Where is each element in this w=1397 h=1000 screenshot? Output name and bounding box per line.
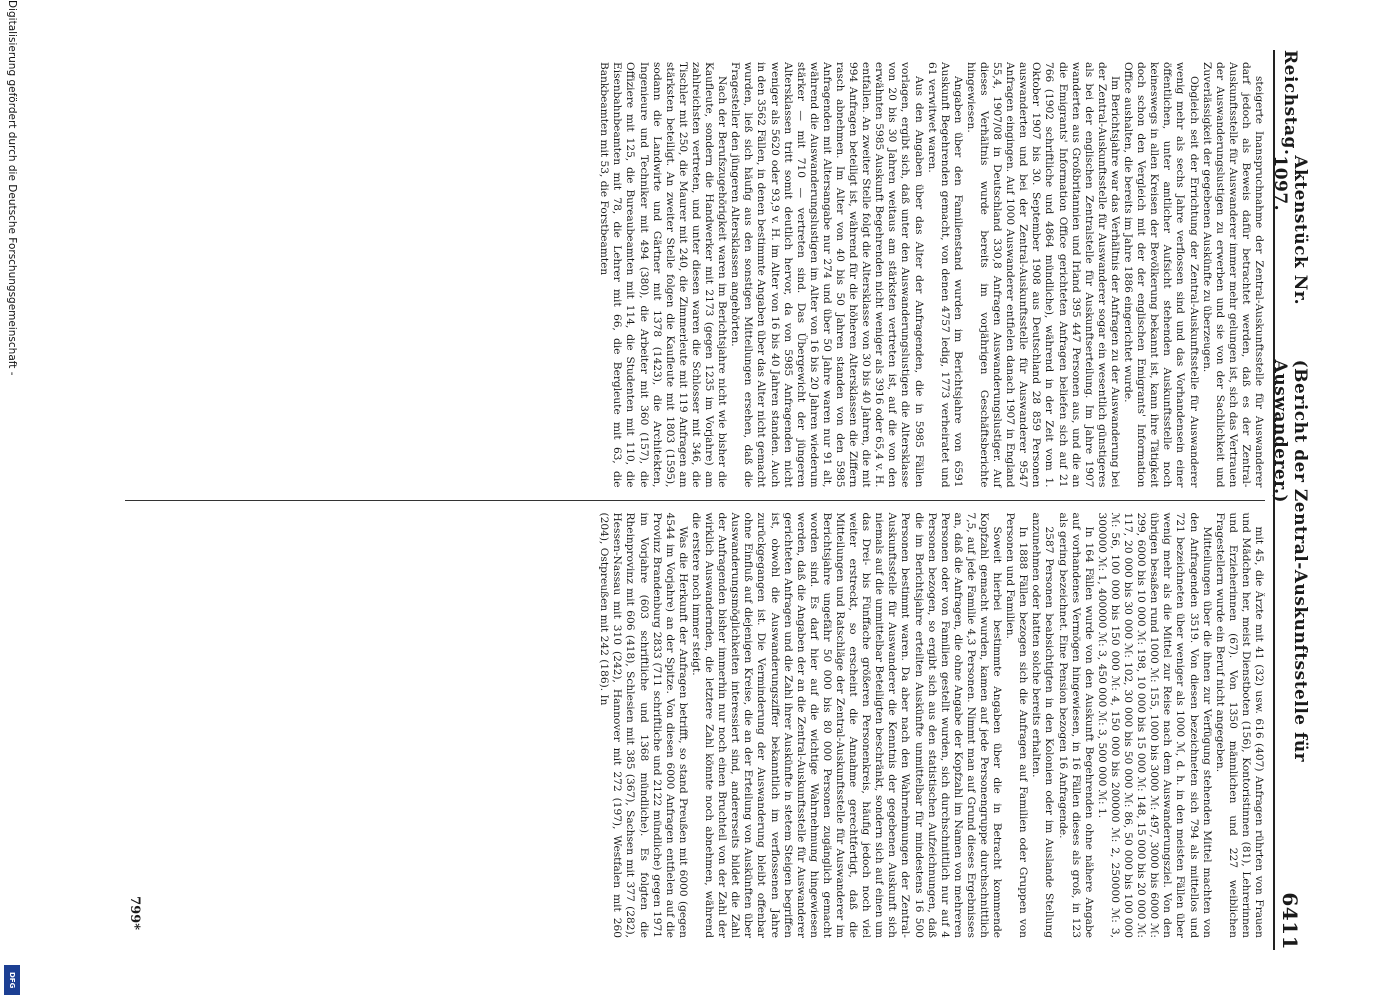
paragraph: Aus den Angaben über das Alter der Anfragenden, die in 5985 Fällen vorlagen, ergibt sich, daß unter den Auswanderungslustigen die Altersklasse von 20 bis 30 Jahren weitaus am stärksten vertreten ist, auf die von den erwähnten 5985 Auskunft Begehrenden nicht weniger als 3916 oder 65,4 v. H. entfallen. An zweiter Stelle folgt die Altersklasse von 30 bis 40 Jahren, die mit 994 Anfragen beteiligt ist, während für die höheren Altersklassen die Ziffern rasch abnehmen. Im Alter von 40 bis 50 Jahren standen von den 5985 Anfragenden mit Altersangabe nur 274 und über 50 Jahre waren nur 91 alt, während die Auswanderungslustigen im Alter von 16 bis 20 Jahren wiederum stärker — mit 710 — vertreten sind. Das Übergewicht der jüngeren Altersklassen tritt somit deutlich hervor, da von 5985 Anfragenden nicht weniger als 5620 oder 93,9 v. H. im Alter von 16 bis 40 Jahren standen. Auch in den 3562 Fällen, in denen bestimmte Angaben über das Alter nicht gemacht wurden, ließ sich häufig aus den sonstigen Mitteilungen ersehen, daß die Fragesteller den jüngeren Altersklassen angehörten. (729, 62, 925, 488)
text-columns (125, 50, 1265, 950)
header-document-number: Aktenstück Nr. 1097. (1270, 155, 1310, 306)
paragraph: mit 45, die Ärzte mit 41 (32) usw. 616 (407) Anfragen rührten von Frauen und Mädchen her, meist Dienstboten (156), Kontoristinnen (81), Lehrerinnen und Erzieherinnen (67). Von 1350 männlichen und 227 weiblichen Fragestellern wurde ein Beruf nicht angegeben. (1213, 512, 1265, 938)
right-column (125, 501, 1265, 951)
paragraph: steigerte Inanspruchnahme der Zentral-Auskunftsstelle für Auswanderer darf jedoch als Beweis dafür betrachtet werden, daß es der Zentral-Auskunftsstelle für Auswanderer immer mehr gelungen ist, sich das Vertrauen der Auswanderungslustigen zu erwerben und sie von der Sachlichkeit und Zuverlässigkeit der gegebenen Auskünfte zu überzeugen. (1200, 62, 1265, 488)
paragraph: 2587 Personen beabsichtigten in den Kolonien oder im Auslande Stellung anzunehmen oder hatten solche bereits erhalten. (1030, 512, 1056, 938)
scanned-page (105, 30, 1315, 970)
digitization-credit (2, 0, 22, 1000)
paragraph: Im Berichtsjahre war das Verhältnis der Anfragen zu der Auswanderung bei der Zentral-Auskunftsstelle für Auswanderer sogar ein wesentlich günstigeres als bei der englischen Zentralstelle für Auskunftserteilung. Im Jahre 1907 wanderten aus Großbritannien und Irland 395 447 Personen aus, und die an die Emigrants' Information Office gerichteten Anfragen beliefen sich auf 21 766 (1902 schriftliche und 4864 mündliche), während in der Zeit vom 1. Oktober 1907 bis 30. September 1908 aus Deutschland 28 859 Personen auswanderten und bei der Zentral-Auskunftsstelle für Auswanderer 9547 Anfragen eingingen. Auf 1000 Auswanderer entfielen danach 1907 in England 55,4, 1907/08 in Deutschland 330,8 Anfragen Auswanderungslustiger. Auf dieses Verhältnis wurde bereits im vorjährigen Geschäftsberichte hingewiesen. (964, 62, 1121, 488)
dfg-logo: DFG (4, 965, 20, 995)
paragraph: Nach der Berufszugehörigkeit waren im Berichtsjahre nicht wie bisher die Kaufleute, sondern die Handwerker mit 2173 (gegen 1235 im Vorjahre) am zahlreichsten vertreten, und unter diesen waren die Schlosser mit 346, die Tischler mit 250, die Maurer mit 240, die Zimmerleute mit 119 Anfragen am stärksten beteiligt. An zweiter Stelle folgen die Kaufleute mit 1803 (1595), sodann die Landwirte und Gärtner mit 1378 (1423), die Architekten, Ingenieure und Techniker mit 494 (380), die Arbeiter mit 360 (157), die Offiziere mit 125, die Bureaubeamten mit 114, die Studenten mit 110, die Eisenbahnbeamten mit 78, die Lehrer mit 66, die Bergleute mit 63, die Bankbeamten mit 53, die Forstbeamten (598, 62, 729, 488)
header-left: Reichstag. (1280, 50, 1300, 156)
page-number: 6411 (1278, 892, 1302, 950)
credit-text: Digitalisierung gefördert durch die Deutsche Forschungsgemeinschaft - (6, 0, 18, 376)
paragraph: Was die Herkunft der Anfragen betrifft, so stand Preußen mit 6000 (gegen 4544 im Vorjahre) an der Spitze. Von diesen 6000 Anfragen entfielen auf die Provinz Brandenburg 2833 (711 schriftliche und 2122 mündliche) gegen 1971 im Vorjahre (603 schriftliche und 1368 mündliche). Es folgten die Rheinprovinz mit 606 (418), Schlesien mit 385 (367), Sachsen mit 377 (282), Hessen-Nassau mit 310 (242), Hannover mit 272 (197), Westfalen mit 260 (204), Ostpreußen mit 242 (186). In (598, 512, 689, 938)
paragraph: Soweit hierbei bestimmte Angaben über die in Betracht kommende Kopfzahl gemacht wurden, kamen auf jede Personengruppe durchschnittlich 7,5, auf jede Familie 4,3 Personen. Nimmt man auf Grund dieses Ergebnisses an, daß die Anfragen, die ohne Angabe der Kopfzahl im Namen von mehreren Personen oder von Familien gestellt wurden, sich durchschnittlich nur auf 4 Personen bezogen, so ergibt sich aus den statistischen Aufzeichnungen, daß die im Berichtsjahre erteilten Auskünfte unmittelbar für mindestens 16 500 Personen bestimmt waren. Da aber nach den Wahrnehmungen der Zentral-Auskunftsstelle für Auswanderer die Kenntnis der gegebenen Auskunft sich niemals auf die unmittelbar Beteiligten beschränkt, sondern sich auf einen um das Drei- bis Fünffache größeren Personenkreis, häufig jedoch noch viel weiter erstreckt, so erscheint die Annahme gerechtfertigt, daß die Mitteilungen und Ratschläge der Zentral-Auskunftsstelle für Auswanderer im Berichtsjahre ungefähr 50 000 bis 80 000 Personen zugänglich gemacht worden sind. Es darf hier auf die wichtige Wahrnehmung hingewiesen werden, daß die Angaben der an die Zentral-Auskunftsstelle für Auswanderer gerichteten Anfragen und die Zahl ihrer Auskünfte in stetem Steigen begriffen ist, obwohl die Auswanderungsziffer bekanntlich im verflossenen Jahre zurückgegangen ist. Die Verminderung der Auswanderung bleibt offenbar ohne Einfluß auf diejenigen Kreise, die an der Erteilung von Auskünften über Auswanderungsmöglichkeiten interessiert sind, andererseits bildet die Zahl der Anfragenden bisher immerhin nur noch einen Bruchteil von der Zahl der wirklich Auswandernden, die letztere Zahl könnte noch abnehmen, während die erstere noch immer steigt. (689, 512, 1004, 938)
page-header (1270, 50, 1310, 950)
left-column (125, 50, 1265, 500)
paragraph: In 1888 Fällen bezogen sich die Anfragen auf Familien oder Gruppen von Personen und Familien. (1004, 512, 1030, 938)
paragraph: Angaben über den Familienstand wurden im Berichtsjahre von 6591 Auskunft Begehrenden gemacht, von denen 4757 ledig, 1773 verheiratet und 61 verwitwet waren. (925, 62, 964, 488)
header-title: (Bericht der Zentral-Auskunftsstelle für Auswanderer.) (1270, 359, 1310, 763)
paragraph: Obgleich seit der Errichtung der Zentral-Auskunftsstelle für Auswanderer wenig mehr als sechs Jahre verflossen sind und das Vorhandensein einer öffentlichen, unter amtlicher Aufsicht stehenden Auskunftsstelle noch keineswegs in allen Kreisen der Bevölkerung bekannt ist, kann ihre Tätigkeit doch schon den Vergleich mit der der englischen Emigrants' Information Office aushalten, die bereits im Jahre 1886 eingerichtet wurde. (1122, 62, 1200, 488)
paragraph: Mitteilungen über die ihnen zur Verfügung stehenden Mittel machten von den Anfragenden 3519. Von diesen bezeichneten sich 794 als mittellos und 721 bezeichneten über weniger als 1000 ℳ, d. h. in den meisten Fällen über wenig mehr als die Mittel zur Reise nach dem Auswanderungsziel. Von den übrigen besaßen rund 1000 ℳ: 155, 1000 bis 3000 ℳ: 497, 3000 bis 6000 ℳ: 299, 6000 bis 10 000 ℳ: 198, 10 000 bis 15 000 ℳ: 148, 15 000 bis 20 000 ℳ: 117, 20 000 bis 30 000 ℳ: 102, 30 000 bis 50 000 ℳ: 86, 50 000 bis 100 000 ℳ: 56, 100 000 bis 150 000 ℳ: 4, 150 000 bis 200000 ℳ: 2, 250000 ℳ: 3, 300000 ℳ: 1, 400000 ℳ: 3, 450 000 ℳ: 3, 500 000 ℳ: 1. (1095, 512, 1213, 938)
footer-mark: 799* (127, 896, 142, 930)
paragraph: In 164 Fällen wurde von den Auskunft Begehrenden ohne nähere Angabe auf vorhandenes Vermögen hingewiesen, in 16 Fällen dieses als groß, in 123 als gering bezeichnet. Eine Pension bezogen 16 Anfragende. (1056, 512, 1095, 938)
